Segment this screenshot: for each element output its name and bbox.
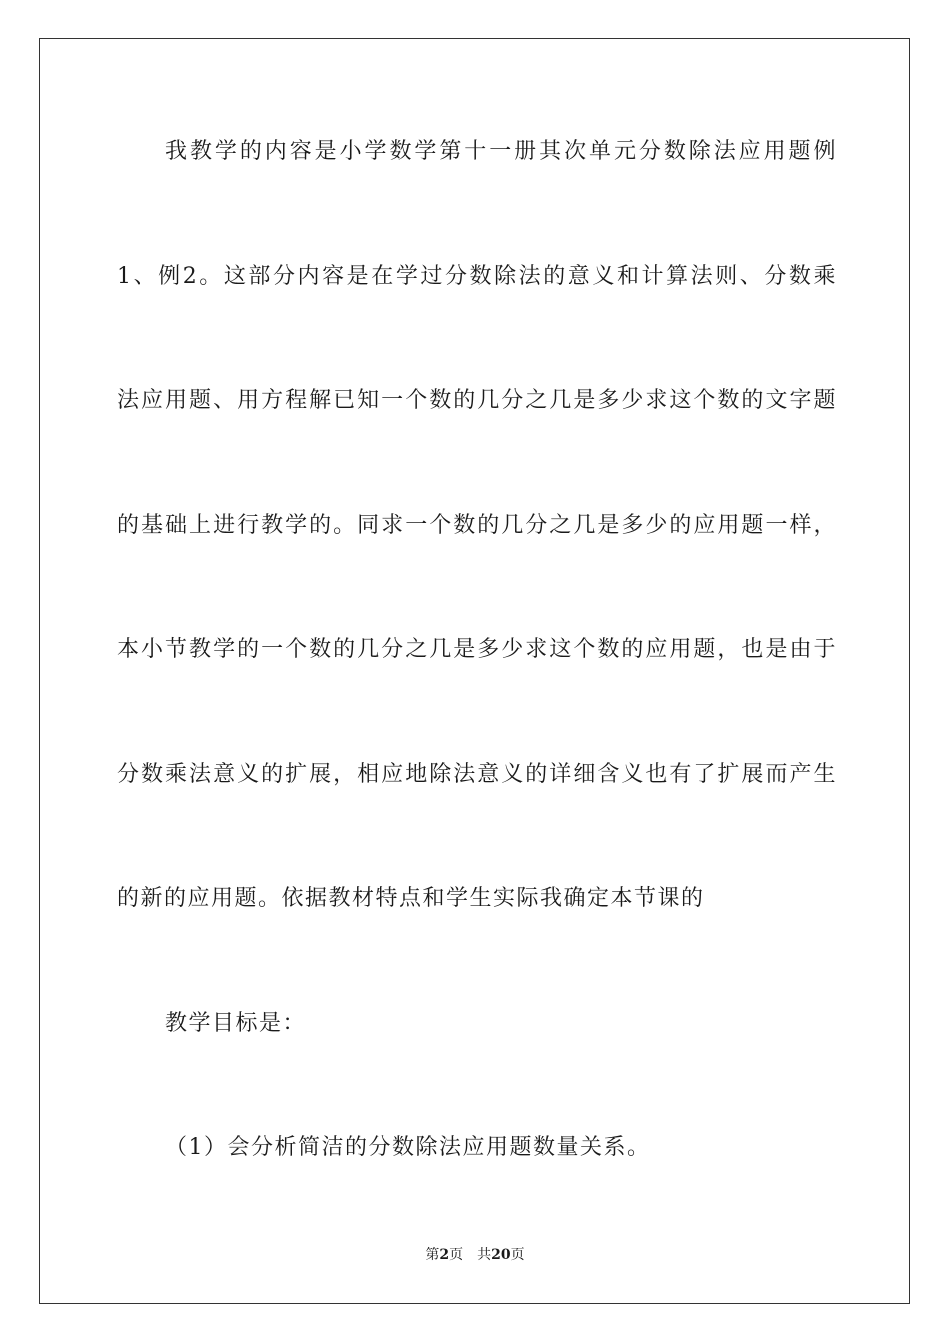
objective-item-1: （1）会分析简洁的分数除法应用题数量关系。 [165,1135,651,1160]
section-heading-objectives: 教学目标是： [165,1011,307,1036]
footer-total-prefix: 共 [477,1247,492,1263]
page-footer [0,1245,950,1265]
paragraph-line-5: 本小节教学的一个数的几分之几是多少求这个数的应用题，也是由于 [117,637,837,662]
footer-page-suffix: 页 [449,1247,464,1263]
footer-page-number: 2 [439,1247,450,1263]
footer-page-prefix: 第 [425,1247,440,1263]
footer-total-pages: 20 [491,1247,511,1263]
paragraph-line-7: 的新的应用题。依据教材特点和学生实际我确定本节课的 [117,886,705,911]
paragraph-line-6: 分数乘法意义的扩展，相应地除法意义的详细含义也有了扩展而产生 [117,762,837,787]
paragraph-line-1: 我教学的内容是小学数学第十一册其次单元分数除法应用题例 [165,139,837,164]
footer-total-suffix: 页 [510,1247,525,1263]
page-frame [39,38,910,1304]
paragraph-line-4: 的基础上进行教学的。同求一个数的几分之几是多少的应用题一样， [117,513,837,538]
paragraph-line-2: 1、例2。这部分内容是在学过分数除法的意义和计算法则、分数乘 [117,264,837,289]
paragraph-line-3: 法应用题、用方程解已知一个数的几分之几是多少求这个数的文字题 [117,388,837,413]
